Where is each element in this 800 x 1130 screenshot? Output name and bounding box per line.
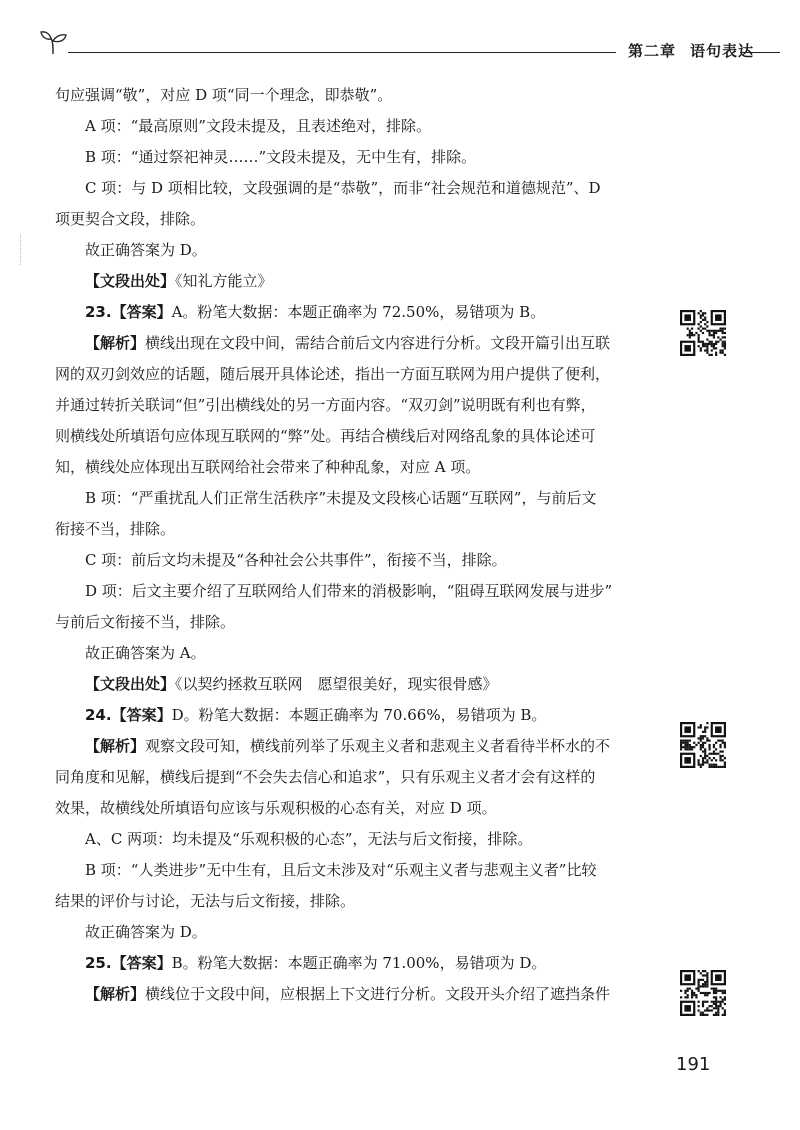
text-line	[55, 886, 655, 917]
qr-code-icon[interactable]	[680, 310, 726, 356]
text-line	[55, 514, 655, 545]
label-tag: 【文段出处】	[85, 272, 176, 290]
line-text: 与前后文衔接不当，排除。	[55, 613, 236, 631]
label-tag: 【解析】	[85, 334, 146, 352]
line-text: B 项：“通过祭祀神灵……”文段未提及，无中生有，排除。	[85, 148, 477, 166]
line-text: 则横线处所填语句应体现互联网的“弊”处。再结合横线后对网络乱象的具体论述可	[55, 427, 596, 445]
line-text: 句应强调“敬”，对应 D 项“同一个理念，即恭敬”。	[55, 86, 393, 104]
line-text: C 项：前后文均未提及“各种社会公共事件”，衔接不当，排除。	[85, 551, 507, 569]
line-text: A。粉笔大数据：本题正确率为 72.50%，易错项为 B。	[171, 303, 546, 321]
chapter-title	[628, 40, 754, 61]
text-line	[55, 700, 655, 731]
text-line	[55, 80, 655, 111]
text-line	[55, 235, 655, 266]
header-rule-right	[740, 52, 780, 53]
text-line	[55, 390, 655, 421]
margin-mark	[20, 235, 25, 265]
text-line	[55, 607, 655, 638]
line-text: 结果的评价与讨论，无法与后文衔接，排除。	[55, 892, 356, 910]
text-line	[55, 111, 655, 142]
text-line	[55, 979, 655, 1010]
qr-code-icon[interactable]	[680, 970, 726, 1016]
label-tag: 【解析】	[85, 985, 146, 1003]
answer-explanations	[55, 80, 655, 1010]
line-text: 效果，故横线处所填语句应该与乐观积极的心态有关，对应 D 项。	[55, 799, 497, 817]
text-line	[55, 731, 655, 762]
text-line	[55, 204, 655, 235]
line-text: A 项：“最高原则”文段未提及，且表述绝对，排除。	[85, 117, 431, 135]
line-text: B 项：“人类进步”无中生有，且后文未涉及对“乐观主义者与悲观主义者”比较	[85, 861, 597, 879]
line-text: C 项：与 D 项相比较，文段强调的是“恭敬”，而非“社会规范和道德规范”、D	[85, 179, 601, 197]
line-text: 项更契合文段，排除。	[55, 210, 206, 228]
text-line	[55, 452, 655, 483]
running-header	[40, 30, 780, 60]
line-text: 衔接不当，排除。	[55, 520, 176, 538]
line-text: 知，横线处应体现出互联网给社会带来了种种乱象，对应 A 项。	[55, 458, 481, 476]
text-line	[55, 297, 655, 328]
text-line	[55, 638, 655, 669]
line-text: 故正确答案为 D。	[85, 241, 207, 259]
line-text: 网的双刃剑效应的话题，随后展开具体论述，指出一方面互联网为用户提供了便利，	[55, 365, 611, 383]
text-line	[55, 328, 655, 359]
line-text: 故正确答案为 A。	[85, 644, 206, 662]
text-line	[55, 173, 655, 204]
text-line	[55, 576, 655, 607]
chapter-section: 语句表达	[690, 42, 755, 60]
text-line	[55, 793, 655, 824]
sprout-icon	[40, 30, 70, 56]
text-line	[55, 855, 655, 886]
text-line	[55, 142, 655, 173]
line-text: 观察文段可知，横线前列举了乐观主义者和悲观主义者看待半杯水的不	[145, 737, 611, 755]
line-text: 同角度和见解，横线后提到“不会失去信心和追求”，只有乐观主义者才会有这样的	[55, 768, 596, 786]
text-line	[55, 917, 655, 948]
text-line	[55, 948, 655, 979]
text-line	[55, 762, 655, 793]
label-tag: 24.【答案】	[85, 706, 172, 724]
line-text: 《以契约拯救互联网 愿望很美好，现实很骨感》	[175, 675, 498, 693]
line-text: D 项：后文主要介绍了互联网给人们带来的消极影响，“阻碍互联网发展与进步”	[85, 582, 613, 600]
line-text: 故正确答案为 D。	[85, 923, 207, 941]
line-text: 横线位于文段中间，应根据上下文进行分析。文段开头介绍了遮挡条件	[145, 985, 611, 1003]
line-text: B 项：“严重扰乱人们正常生活秩序”未提及文段核心话题“互联网”，与前后文	[85, 489, 597, 507]
qr-code-icon[interactable]	[680, 722, 726, 768]
line-text: 并通过转折关联词“但”引出横线处的另一方面内容。“双刃剑”说明既有利也有弊，	[55, 396, 596, 414]
label-tag: 【解析】	[85, 737, 146, 755]
text-line	[55, 545, 655, 576]
line-text: 横线出现在文段中间，需结合前后文内容进行分析。文段开篇引出互联	[145, 334, 611, 352]
line-text: 《知礼方能立》	[175, 272, 273, 290]
text-line	[55, 669, 655, 700]
label-tag: 25.【答案】	[85, 954, 172, 972]
line-text: D。粉笔大数据：本题正确率为 70.66%，易错项为 B。	[171, 706, 547, 724]
header-rule-left	[68, 52, 616, 53]
line-text: A、C 两项：均未提及“乐观积极的心态”，无法与后文衔接，排除。	[85, 830, 533, 848]
text-line	[55, 483, 655, 514]
label-tag: 23.【答案】	[85, 303, 172, 321]
text-line	[55, 421, 655, 452]
text-line	[55, 824, 655, 855]
page-number: 191	[676, 1054, 711, 1075]
label-tag: 【文段出处】	[85, 675, 176, 693]
text-line	[55, 266, 655, 297]
chapter-number: 第二章	[628, 42, 677, 60]
line-text: B。粉笔大数据：本题正确率为 71.00%，易错项为 D。	[171, 954, 547, 972]
text-line	[55, 359, 655, 390]
